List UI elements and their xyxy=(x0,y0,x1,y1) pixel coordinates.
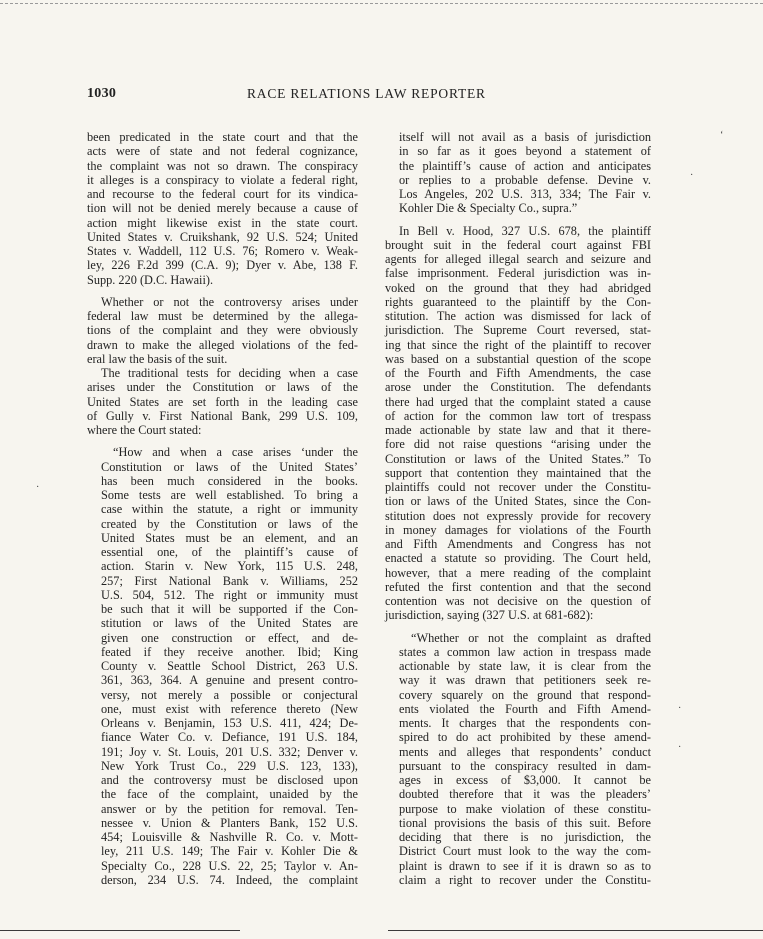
text-line: derson, 234 U.S. 74. Indeed, the complaint xyxy=(101,872,358,887)
text-line: States v. Waddell, 112 U.S. 76; Romero v. Weak- xyxy=(87,244,358,258)
text-line: was based on a substantial question of the scope xyxy=(385,351,651,366)
text-line: been predicated in the state court and that the xyxy=(87,130,358,144)
text-line: one, must exist with reference thereto (New xyxy=(101,701,358,716)
text-line: Constitution or laws of the United States.” To xyxy=(385,451,651,466)
text-line: stitution or laws of the United States are xyxy=(101,616,358,631)
text-line: eral law the basis of the suit. xyxy=(87,351,228,366)
text-line: federal law must be determined by the allega- xyxy=(87,309,358,323)
text-line: New York Trust Co., 229 U.S. 123, 133), xyxy=(101,758,358,773)
text-line: essential one, of the plaintiff’s cause of xyxy=(101,545,358,559)
text-line: or replies to a probable defense. Devine v. xyxy=(399,172,651,187)
text-line: false imprisonment. Federal jurisdiction was in- xyxy=(385,266,651,281)
scan-speck: · xyxy=(678,703,682,714)
text-line: in money damages for violations of the Fourth xyxy=(385,522,651,537)
text-line: 257; First National Bank v. Williams, 252 xyxy=(101,573,358,588)
text-line: feated if they receive another. Ibid; King xyxy=(101,644,358,659)
scan-speck: ‘ xyxy=(720,130,724,141)
scan-speck: · xyxy=(690,170,694,181)
text-line: doubted therefore that it was the pleaders’ xyxy=(399,787,651,802)
text-line: claim a right to recover under the Constitu- xyxy=(399,872,651,887)
text-line: tion will not be denied merely because a cause of xyxy=(87,201,358,216)
text-line: Kohler Die & Specialty Co., supra.” xyxy=(399,201,578,216)
text-line: arose under the Constitution. The defendants xyxy=(385,380,651,395)
text-line: fiance Water Co. v. Defiance, 191 U.S. 184, xyxy=(101,730,358,745)
text-line: stitution does not expressly provide for recovery xyxy=(385,508,651,523)
text-line: Supp. 220 (D.C. Hawaii). xyxy=(87,272,214,287)
scan-speck: · xyxy=(678,742,682,753)
paragraph-gap xyxy=(385,623,651,631)
text-line: Constitution or laws of the United States’ xyxy=(101,459,358,474)
text-line: Some tests are well established. To bring a xyxy=(101,488,358,502)
text-line: United States must be an element, and an xyxy=(101,530,358,545)
text-line: ing that since the right of the plaintiff to recover xyxy=(385,337,651,352)
text-line: plaintiffs could not recover under the Constitu- xyxy=(385,480,651,494)
text-line: of action for the common law tort of trespass xyxy=(385,408,651,423)
text-line: ley, 211 U.S. 149; The Fair v. Kohler Die & xyxy=(101,844,358,859)
text-line: action might likewise exist in the state court. xyxy=(87,215,358,230)
text-line: given one construction or effect, and de- xyxy=(101,630,358,645)
text-line: ments and alleges that respondents’ conduct xyxy=(399,744,651,759)
text-line: 454; Louisville & Nashville R. Co. v. Mott- xyxy=(101,830,358,844)
text-line: actionable by state law, it is clear from the xyxy=(399,659,651,673)
text-line: 361, 363, 364. A genuine and present contro- xyxy=(101,673,358,688)
text-line: 191; Joy v. St. Louis, 201 U.S. 332; Denver v. xyxy=(101,744,358,759)
text-line: in so far as it goes beyond a statement of xyxy=(399,144,651,159)
page-number: 1030 xyxy=(87,86,117,101)
text-line: District Court must look to the way the com- xyxy=(399,844,651,859)
text-line: and Fifth Amendments and Congress has not xyxy=(385,537,651,551)
text-line: Los Angeles, 202 U.S. 313, 334; The Fair v. xyxy=(399,187,651,201)
text-line: spired to do act prohibited by these amend- xyxy=(399,730,651,745)
text-line: jurisdiction. The Supreme Court reversed, stat- xyxy=(385,323,651,338)
text-line: purpose to make violation of these constitu- xyxy=(399,801,651,816)
footer-rule-left xyxy=(0,930,240,931)
text-line: In Bell v. Hood, 327 U.S. 678, the plaintiff xyxy=(399,223,651,238)
text-line: United States are set forth in the leading case xyxy=(87,394,358,409)
text-line: voked on the ground that they had abridged xyxy=(385,280,651,295)
text-line: plaint is drawn to see if it is drawn so as to xyxy=(399,858,651,873)
text-line: fore did not raise questions “arising under the xyxy=(385,437,651,452)
text-line: refuted the first contention and that the second xyxy=(385,579,651,594)
text-line: contention was not decisive on the question of xyxy=(385,594,651,608)
text-line: rights guaranteed to the plaintiff by the Con- xyxy=(385,294,651,309)
text-line: ages in excess of $3,000. It cannot be xyxy=(399,773,651,787)
text-line: pursuant to the conspiracy resulted in dam- xyxy=(399,758,651,773)
text-line: tion or laws of the United States, since the Con- xyxy=(385,494,651,509)
running-title: RACE RELATIONS LAW REPORTER xyxy=(247,86,486,101)
text-line: acts were of state and not federal cognizance, xyxy=(87,144,358,159)
right-column xyxy=(385,130,651,887)
text-line: U.S. 504, 512. The right or immunity must xyxy=(101,587,358,602)
text-line: tional provisions the basis of this suit. Before xyxy=(399,815,651,830)
text-line: The traditional tests for deciding when a case xyxy=(101,366,358,380)
text-line: of Gully v. First National Bank, 299 U.S. 109, xyxy=(87,408,358,423)
text-line: Orleans v. Benjamin, 153 U.S. 411, 424; De- xyxy=(101,716,358,730)
page-header xyxy=(0,86,763,106)
text-line: it alleges is a conspiracy to violate a federal right, xyxy=(87,172,358,187)
text-line: created by the Constitution or laws of the xyxy=(101,516,358,531)
paragraph-gap xyxy=(87,287,358,295)
text-line: the plaintiff’s cause of action and anticipates xyxy=(399,158,651,173)
text-line: answer or by the petition for removal. Ten- xyxy=(101,801,358,816)
text-line: ents violated the Fourth and Fifth Amend- xyxy=(399,701,651,716)
text-line: tions of the complaint and they were obviously xyxy=(87,323,358,338)
text-line: action. Starin v. New York, 115 U.S. 248, xyxy=(101,559,358,574)
text-line: enacted a statute so providing. The Court held, xyxy=(385,551,651,566)
text-line: nessee v. Union & Planters Bank, 152 U.S. xyxy=(101,815,358,830)
text-line: and the controversy must be disclosed upon xyxy=(101,773,358,787)
text-line: United States v. Cruikshank, 92 U.S. 524; United xyxy=(87,229,358,244)
text-line: Specialty Co., 228 U.S. 22, 25; Taylor v. An- xyxy=(101,858,358,873)
text-line: however, that a mere reading of the complaint xyxy=(385,565,651,580)
text-line: there had urged that the complaint stated a cause xyxy=(385,394,651,409)
text-line: jurisdiction, saying (327 U.S. at 681-682): xyxy=(385,608,594,623)
text-line: ley, 226 F.2d 399 (C.A. 9); Dyer v. Abe, 138 F. xyxy=(87,258,358,273)
text-line: agents for alleged illegal search and seizure and xyxy=(385,252,651,266)
text-line: covery squarely on the ground that respond- xyxy=(399,687,651,702)
scan-speck: · xyxy=(36,482,40,493)
text-line: ments. It charges that the respondents con- xyxy=(399,716,651,730)
text-line: deciding that there is no jurisdiction, the xyxy=(399,830,651,844)
text-line: support that contention they maintained that the xyxy=(385,465,651,480)
text-line: be such that it will be supported if the Con- xyxy=(101,602,358,616)
text-line: stitution. The action was dismissed for lack of xyxy=(385,309,651,323)
text-line: way it was drawn that petitioners seek re- xyxy=(399,673,651,688)
top-perforation-edge xyxy=(0,3,763,4)
text-line: made actionable by state law and that it there- xyxy=(385,423,651,437)
text-line: of the Fourth and Fifth Amendments, the case xyxy=(385,366,651,380)
footer-rule-right xyxy=(388,930,763,931)
text-line: drawn to make the alleged violations of the fed- xyxy=(87,337,358,352)
text-line: case within the statute, a right or immunity xyxy=(101,502,358,517)
text-line: where the Court stated: xyxy=(87,423,202,437)
text-line: Whether or not the controversy arises under xyxy=(101,294,358,309)
text-line: brought suit in the federal court against FBI xyxy=(385,237,651,252)
paragraph-gap xyxy=(385,216,651,224)
paragraph-gap xyxy=(87,437,358,445)
text-line: County v. Seattle School District, 263 U.S. xyxy=(101,659,358,673)
text-line: the complaint was not so drawn. The conspiracy xyxy=(87,158,358,173)
text-line: arises under the Constitution or laws of the xyxy=(87,380,358,395)
text-line: and recourse to the federal court for its vindica- xyxy=(87,187,358,201)
text-line: “Whether or not the complaint as drafted xyxy=(411,630,651,645)
text-line: “How and when a case arises ‘under the xyxy=(113,445,358,460)
text-line: versy, not merely a possible or conjectural xyxy=(101,687,358,702)
text-line: the face of the complaint, unaided by the xyxy=(101,787,358,802)
text-line: states a common law action in trespass made xyxy=(399,644,651,659)
text-line: itself will not avail as a basis of jurisdiction xyxy=(399,130,651,144)
text-line: has been much considered in the books. xyxy=(101,473,358,488)
left-column xyxy=(87,130,358,887)
